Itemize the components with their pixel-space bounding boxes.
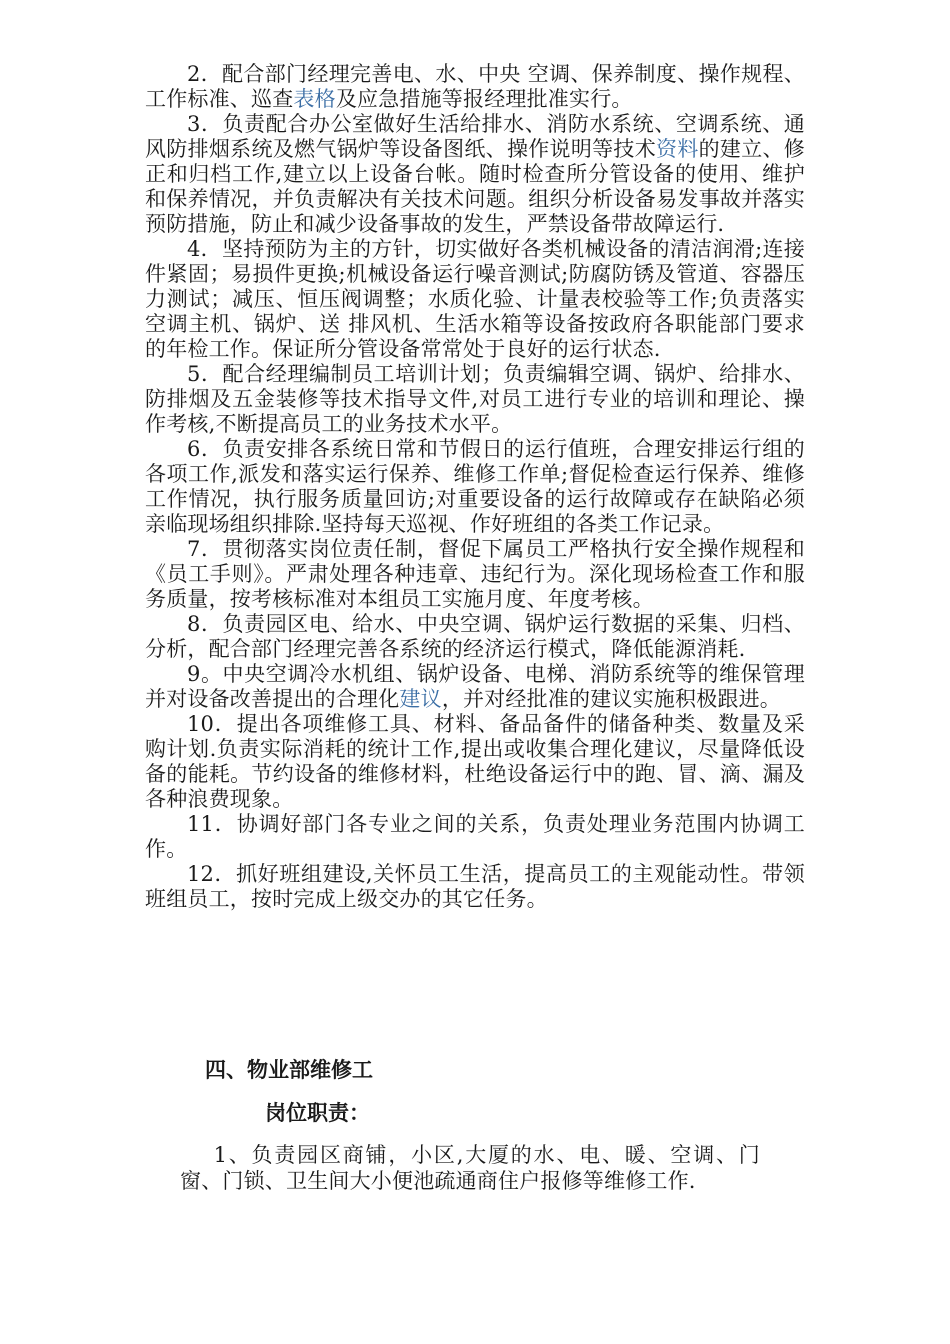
duty-list xyxy=(145,62,805,912)
paragraph-3 xyxy=(145,112,805,237)
paragraph-10: 10．提出各项维修工具、材料、备品备件的储备种类、数量及采购计划.负责实际消耗的统计工作,提出或收集合理化建议，尽量降低设备的能耗。节约设备的维修材料，杜绝设备运行中的跑、冒、滴、漏及各种浪费现象。 xyxy=(145,712,805,811)
paragraph-2-text-end: 及应急措施等报经理批准实行。 xyxy=(335,87,633,111)
link-suggestion[interactable]: 建议 xyxy=(399,687,442,711)
link-materials[interactable]: 资料 xyxy=(656,137,699,161)
paragraph-5: 5．配合经理编制员工培训计划；负责编辑空调、锅炉、给排水、防排烟及五金装修等技术指导文件,对员工进行专业的培训和理论、操作考核,不断提高员工的业务技术水平。 xyxy=(145,362,805,436)
paragraph-2 xyxy=(145,62,805,112)
paragraph-8: 8．负责园区电、给水、中央空调、锅炉运行数据的采集、归档、分析，配合部门经理完善各系统的经济运行模式，降低能源消耗. xyxy=(145,612,805,661)
link-table[interactable]: 表格 xyxy=(293,87,336,111)
maintenance-duty-1: 1、负责园区商铺，小区,大厦的水、电、暖、空调、门窗、门锁、卫生间大小便池疏通商住户报修等维修工作. xyxy=(180,1143,760,1193)
section-heading: 四、物业部维修工 xyxy=(205,1057,373,1082)
paragraph-6: 6．负责安排各系统日常和节假日的运行值班，合理安排运行组的各项工作,派发和落实运行保养、维修工作单;督促检查运行保养、维修工作情况，执行服务质量回访;对重要设备的运行故障或存在缺陷必须亲临现场组织排除.坚持每天巡视、作好班组的各类工作记录。 xyxy=(145,437,805,536)
job-duties-heading: 岗位职责： xyxy=(265,1100,370,1125)
paragraph-9-text: 9。中央空调冷水机组、锅炉设备、电梯、消防系统等的维保管理并对设备改善提出的合理化 xyxy=(145,662,805,711)
paragraph-2-text: 2．配合部门经理完善电、水、中央 空调、保养制度、操作规程、工作标准、巡查 xyxy=(145,62,805,111)
paragraph-3-text-end: 的建立、修正和归档工作,建立以上设备台帐。随时检查所分管设备的使用、维护和保养情况，并负责解决有关技术问题。组织分析设备易发事故并落实预防措施，防止和减少设备事故的发生，严禁设备带故障运行. xyxy=(145,137,805,236)
paragraph-4: 4．坚持预防为主的方针，切实做好各类机械设备的清洁润滑;连接件紧固；易损件更换;机械设备运行噪音测试;防腐防锈及管道、容器压力测试；减压、恒压阀调整；水质化验、计量表校验等工作;负责落实空调主机、锅炉、送 排风机、生活水箱等设备按政府各职能部门要求的年检工作。保证所分管设备常常处于良好的运行状态. xyxy=(145,237,805,361)
paragraph-9-text-end: ，并对经批准的建议实施积极跟进。 xyxy=(441,687,782,711)
maintenance-duty-list xyxy=(180,1142,760,1194)
paragraph-11: 11．协调好部门各专业之间的关系，负责处理业务范围内协调工作。 xyxy=(145,812,805,861)
paragraph-7: 7．贯彻落实岗位责任制，督促下属员工严格执行安全操作规程和《员工手则》。严肃处理各种违章、违纪行为。深化现场检查工作和服务质量，按考核标准对本组员工实施月度、年度考核。 xyxy=(145,537,805,611)
paragraph-3-text: 3．负责配合办公室做好生活给排水、消防水系统、空调系统、通风防排烟系统及燃气锅炉等设备图纸、操作说明等技术 xyxy=(145,112,805,161)
paragraph-9 xyxy=(145,662,805,712)
paragraph-12: 12．抓好班组建设,关怀员工生活，提高员工的主观能动性。带领班组员工，按时完成上级交办的其它任务。 xyxy=(145,862,805,911)
